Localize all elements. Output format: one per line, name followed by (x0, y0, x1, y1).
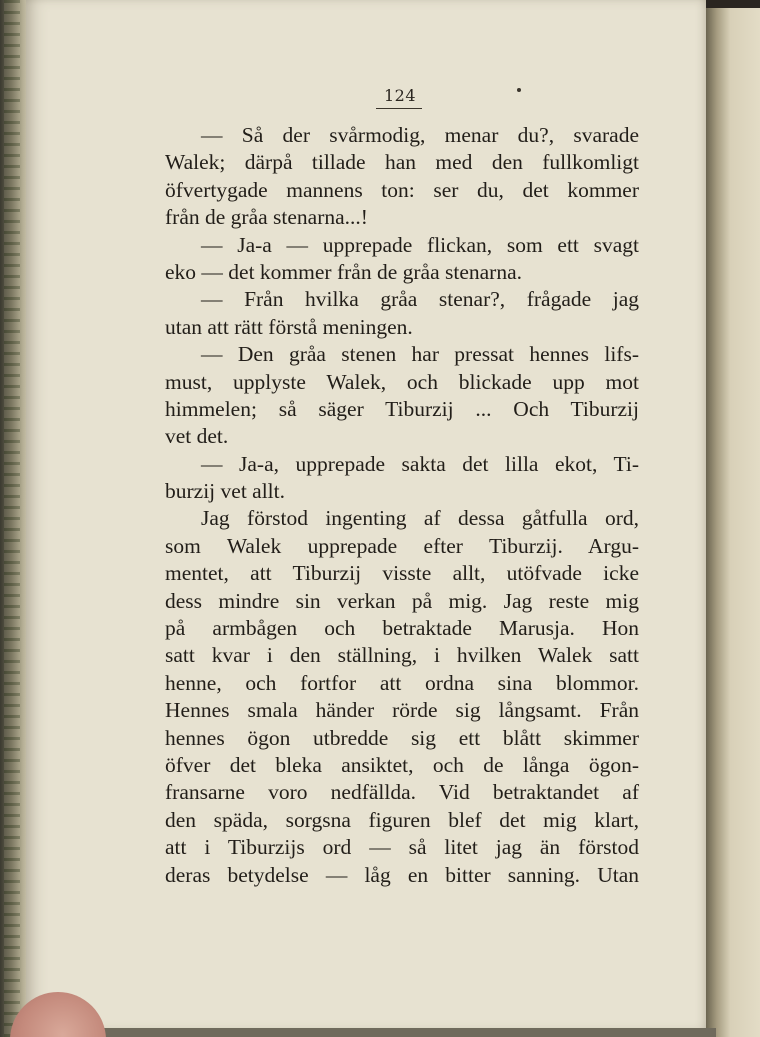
text-line: eko — det kommer från de gråa stenarna. (165, 259, 522, 284)
text-line: deras betydelse — låg en bitter sanning. Utan (165, 862, 639, 887)
text-line: på armbågen och betraktade Marusja. Hon (165, 616, 639, 641)
text-line: Hennes smala händer rörde sig långsamt. Från (165, 698, 639, 723)
text-line: henne, och fortfor att ordna sina blommor. (165, 670, 639, 695)
text-line: — Ja-a — upprepade flickan, som ett svagt (201, 232, 639, 257)
page-bottom-edge (26, 1028, 716, 1037)
text-line: öfver det bleka ansiktet, och de långa ögon- (165, 752, 639, 777)
text-line: från de gråa stenarna...! (165, 205, 368, 230)
text-line: fransarne voro nedfällda. Vid betraktandet af (165, 780, 639, 805)
text-line: dess mindre sin verkan på mig. Jag reste mig (165, 588, 639, 613)
text-line: — Ja-a, upprepade sakta det lilla ekot, Ti- (201, 451, 639, 476)
page-text (165, 122, 639, 889)
text-line: — Så der svårmodig, menar du?, svarade (201, 123, 639, 147)
text-line: Walek; därpå tillade han med den fullkomligt (165, 150, 639, 175)
ink-speck (517, 88, 521, 92)
text-line: must, upplyste Walek, och blickade upp mot (165, 369, 639, 394)
text-line: mentet, att Tiburzij visste allt, utöfvade icke (165, 561, 639, 586)
text-line: satt kvar i den ställning, i hvilken Walek satt (165, 643, 639, 668)
text-line: utan att rätt förstå meningen. (165, 314, 413, 339)
page-number-rule (376, 108, 422, 109)
text-line: öfvertygade mannens ton: ser du, det kommer (165, 177, 639, 202)
text-line: den späda, sorgsna figuren blef det mig klart, (165, 807, 639, 832)
text-line: himmelen; så säger Tiburzij ... Och Tiburzij (165, 396, 639, 421)
facing-page-edge (706, 8, 760, 1037)
text-line: — Den gråa stenen har pressat hennes lifs- (201, 342, 639, 367)
text-line: vet det. (165, 424, 229, 449)
text-line: Jag förstod ingenting af dessa gåtfulla ord, (201, 506, 639, 531)
page-number: 124 (383, 86, 417, 105)
text-line: att i Tiburzijs ord — så litet jag än förstod (165, 835, 639, 860)
text-line: burzij vet allt. (165, 479, 286, 504)
text-line: hennes ögon utbredde sig ett blått skimmer (165, 725, 639, 750)
text-line: som Walek upprepade efter Tiburzij. Argu- (165, 533, 639, 558)
text-line: — Från hvilka gråa stenar?, frågade jag (201, 287, 639, 312)
